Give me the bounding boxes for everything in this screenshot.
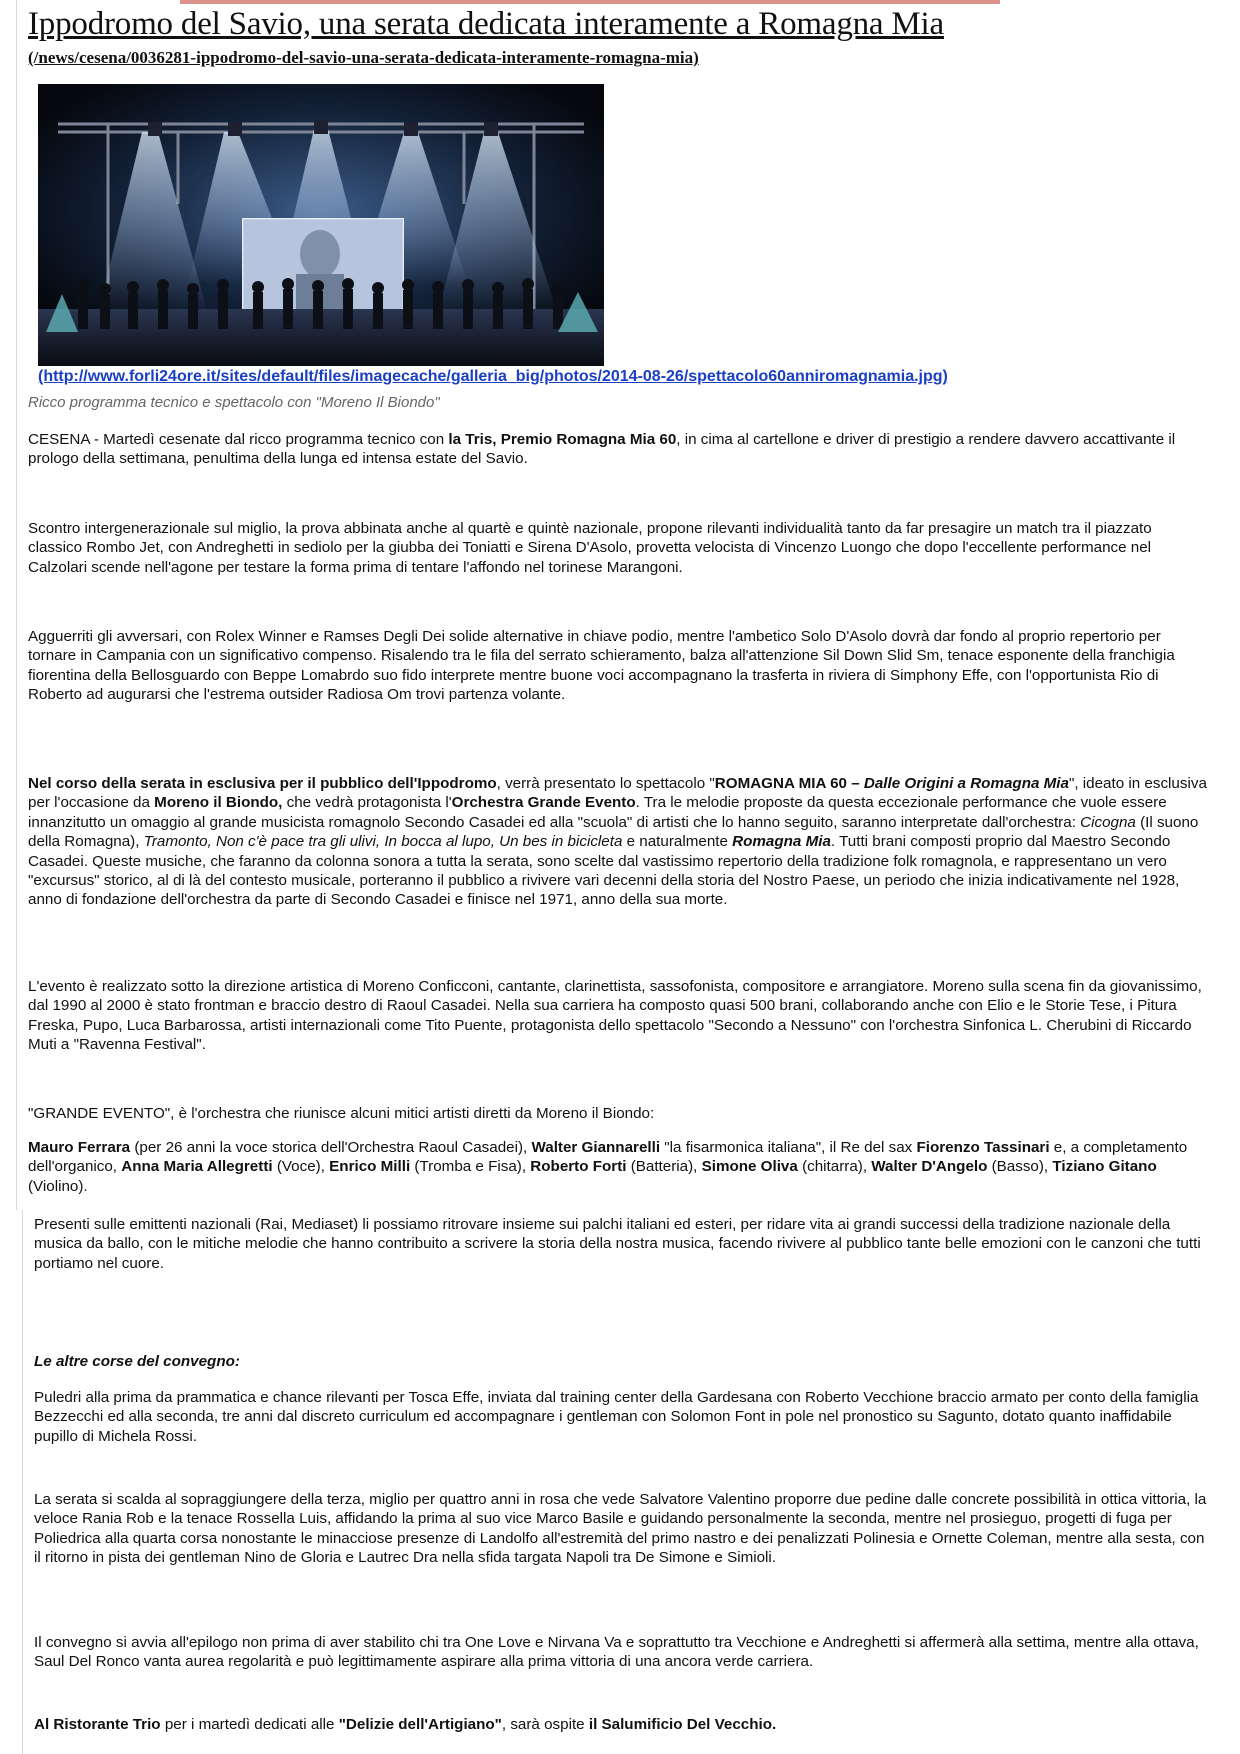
article-title[interactable]: Ippodromo del Savio, una serata dedicata interamente a Romagna Mia xyxy=(28,6,944,42)
paragraph-artistic-direction: L'evento è realizzato sotto la direzione artistica di Moreno Conficconi, cantante, clarinettista, sassofonista, compositore e arrangiatore. Moreno sulla scena fin da giovanissimo, dal 1990 al 2000 è stato frontman e braccio destro di Raoul Casadei. Nella sua carriera ha composto quasi 500 brani, collaborando anche con Elio e le Storie Tese, i Pitura Freska, Pupo, Luca Barbarossa, artisti internazionali come Tito Puente, protagonista dello spettacolo "Secondo a Nessuno" con l'orchestra Sinfonica L. Cherubini di Riccardo Muti a "Ravenna Festival". xyxy=(28,978,1202,1054)
top-edge-decoration xyxy=(180,0,1000,4)
section-heading-other-races: Le altre corse del convegno: xyxy=(34,1353,240,1370)
paragraph-restaurant: Al Ristorante Trio per i martedì dedicati alle "Delizie dell'Artigiano", sarà ospite il Salumificio Del Vecchio. xyxy=(34,1716,777,1733)
paragraph-tv-presence: Presenti sulle emittenti nazionali (Rai, Mediaset) li possiamo ritrovare insieme sui palchi italiani ed esteri, per ridare vita ai grandi successi della tradizione nazionale della musica da ballo, con le mitiche melodie che hanno contribuito a scrivere la storia della nostra musica, facendo rivivere al pubblico tante belle emozioni con le canzoni che tutti portiamo nel cuore. xyxy=(34,1216,1201,1272)
paragraph-third-race: La serata si scalda al sopraggiungere della terza, miglio per quattro anni in rosa che vede Salvatore Valentino proporre due pedine dalle concrete possibilità in ottica vittoria, la veloce Rania Rob e la tenace Rossella Luis, affidando la prima al suo vice Marco Basile e guidando personalmente la seconda, mentre nel prosieguo, progetti di fuga per Poliedrica alla quarta corsa nonostante le minacciose presenze di Landolfo all'estremità del primo nastro e dei penalizzati Polinesia e Ornette Coleman, mentre alla sesta, con il ritorno in pista dei gentleman Nino de Gloria e Lautrec Dra nella sfida targata Napoli tra De Simone e Simioli. xyxy=(34,1491,1207,1567)
stage-illustration xyxy=(38,84,604,366)
paragraph-intro: CESENA - Martedì cesenate dal ricco programma tecnico con la Tris, Premio Romagna Mia 60, in cima al cartellone e driver di prestigio a rendere davvero accattivante il prologo della settimana, penultima della lunga ed intensa estate del Savio. xyxy=(28,431,1176,468)
left-margin-rule xyxy=(16,0,17,1210)
left-margin-rule-lower xyxy=(22,1210,23,1754)
photo-caption: Ricco programma tecnico e spettacolo con "Moreno Il Biondo" xyxy=(28,394,440,411)
image-url-link[interactable]: (http://www.forli24ore.it/sites/default/files/imagecache/galleria_big/photos/2014-08-26/spettacolo60anniromagnamia.jpg) xyxy=(38,368,948,385)
paragraph-main-race: Scontro intergenerazionale sul miglio, la prova abbinata anche al quartè e quintè nazionale, propone rilevanti individualità tanto da far presagire un match tra il piazzato classico Rombo Jet, con Andreghetti in sediolo per la giubba dei Toniatti e Sirena D'Asolo, provetta velocista di Vincenzo Luongo che dopo l'eccellente performance nel Calzolari scende nell'agone per testare la forma prima di tentare l'affondo nel torinese Marangoni. xyxy=(28,520,1152,576)
paragraph-orchestra-members: Mauro Ferrara (per 26 anni la voce storica dell'Orchestra Raoul Casadei), Walter Giannarelli "la fisarmonica italiana", il Re del sax Fiorenzo Tassinari e, a completamento dell'organico, Anna Maria Allegretti (Voce), Enrico Milli (Tromba e Fisa), Roberto Forti (Batteria), Simone Oliva (chitarra), Walter D'Angelo (Basso), Tiziano Gitano (Violino). xyxy=(28,1139,1188,1195)
paragraph-orchestra-intro: "GRANDE EVENTO", è l'orchestra che riunisce alcuni mitici artisti diretti da Moreno il Biondo: xyxy=(28,1105,655,1122)
article-url-link[interactable]: (/news/cesena/0036281-ippodromo-del-savio-una-serata-dedicata-interamente-romagna-mia) xyxy=(28,48,699,67)
paragraph-first-races: Puledri alla prima da prammatica e chance rilevanti per Tosca Effe, inviata dal training center della Gardesana con Roberto Vecchione braccio armato per conto della famiglia Bezzecchi ed alla seconda, tre anni dal discreto curriculum ed accompagnare i gentleman con Solomon Font in pole nel pronostico su Sagunto, dotato quanto inaffidabile pupillo di Michela Rossi. xyxy=(34,1389,1199,1445)
paragraph-show: Nel corso della serata in esclusiva per il pubblico dell'Ippodromo, verrà presentato lo spettacolo "ROMAGNA MIA 60 – Dalle Origini a Romagna Mia", ideato in esclusiva per l'occasione da Moreno il Biondo, che vedrà protagonista l'Orchestra Grande Evento. Tra le melodie proposte da questa eccezionale performance che vuole essere innanzitutto un omaggio al grande musicista romagnolo Secondo Casadei ed alla "scuola" di artisti che lo hanno seguito, saranno interpretate dall'orchestra: Cicogna (Il suono della Romagna), Tramonto, Non c'è pace tra gli ulivi, In bocca al lupo, Un bes in bicicleta e naturalmente Romagna Mia. Tutti brani composti proprio dal Maestro Secondo Casadei. Queste musiche, che faranno da colonna sonora a tutta la serata, sono scelte dal vastissimo repertorio della tradizione folk romagnola, e rappresentano un vero "excursus" storico, al di là del contesto musicale, porteranno il pubblico a rivivere vari decenni della storia del Nostro Paese, un periodo che inizia indicativamente nel 1928, anno di fondazione dell'orchestra da parte di Secondo Casadei e finisce nel 1971, anno della sua morte. xyxy=(28,775,1207,909)
paragraph-contenders: Agguerriti gli avversari, con Rolex Winner e Ramses Degli Dei solide alternative in chiave podio, mentre l'ambetico Solo D'Asolo dovrà dar fondo al proprio repertorio per tornare in Campania con un significativo compenso. Risalendo tra le fila del serrato schieramento, balza all'attenzione Sil Down Slid Sm, tenace esponente della franchigia fiorentina della Bellosguardo con Beppe Lomabrdo suo fido interprete mentre buone voci accompagnano la trasferta in riviera di Simphony Effe, con l'opportunista Rio di Roberto ad augurarsi che l'estrema outsider Radiosa Om trovi partenza volante. xyxy=(28,628,1175,704)
paragraph-epilogue: Il convegno si avvia all'epilogo non prima di aver stabilito chi tra One Love e Nirvana Va e soprattutto tra Vecchione e Andreghetti si affermerà alla settima, mentre alla ottava, Saul Del Ronco vanta aurea regolarità e può legittimamente aspirare alla prima vittoria di una ancora verde carriera. xyxy=(34,1634,1199,1671)
concert-stage-photo xyxy=(38,84,604,366)
